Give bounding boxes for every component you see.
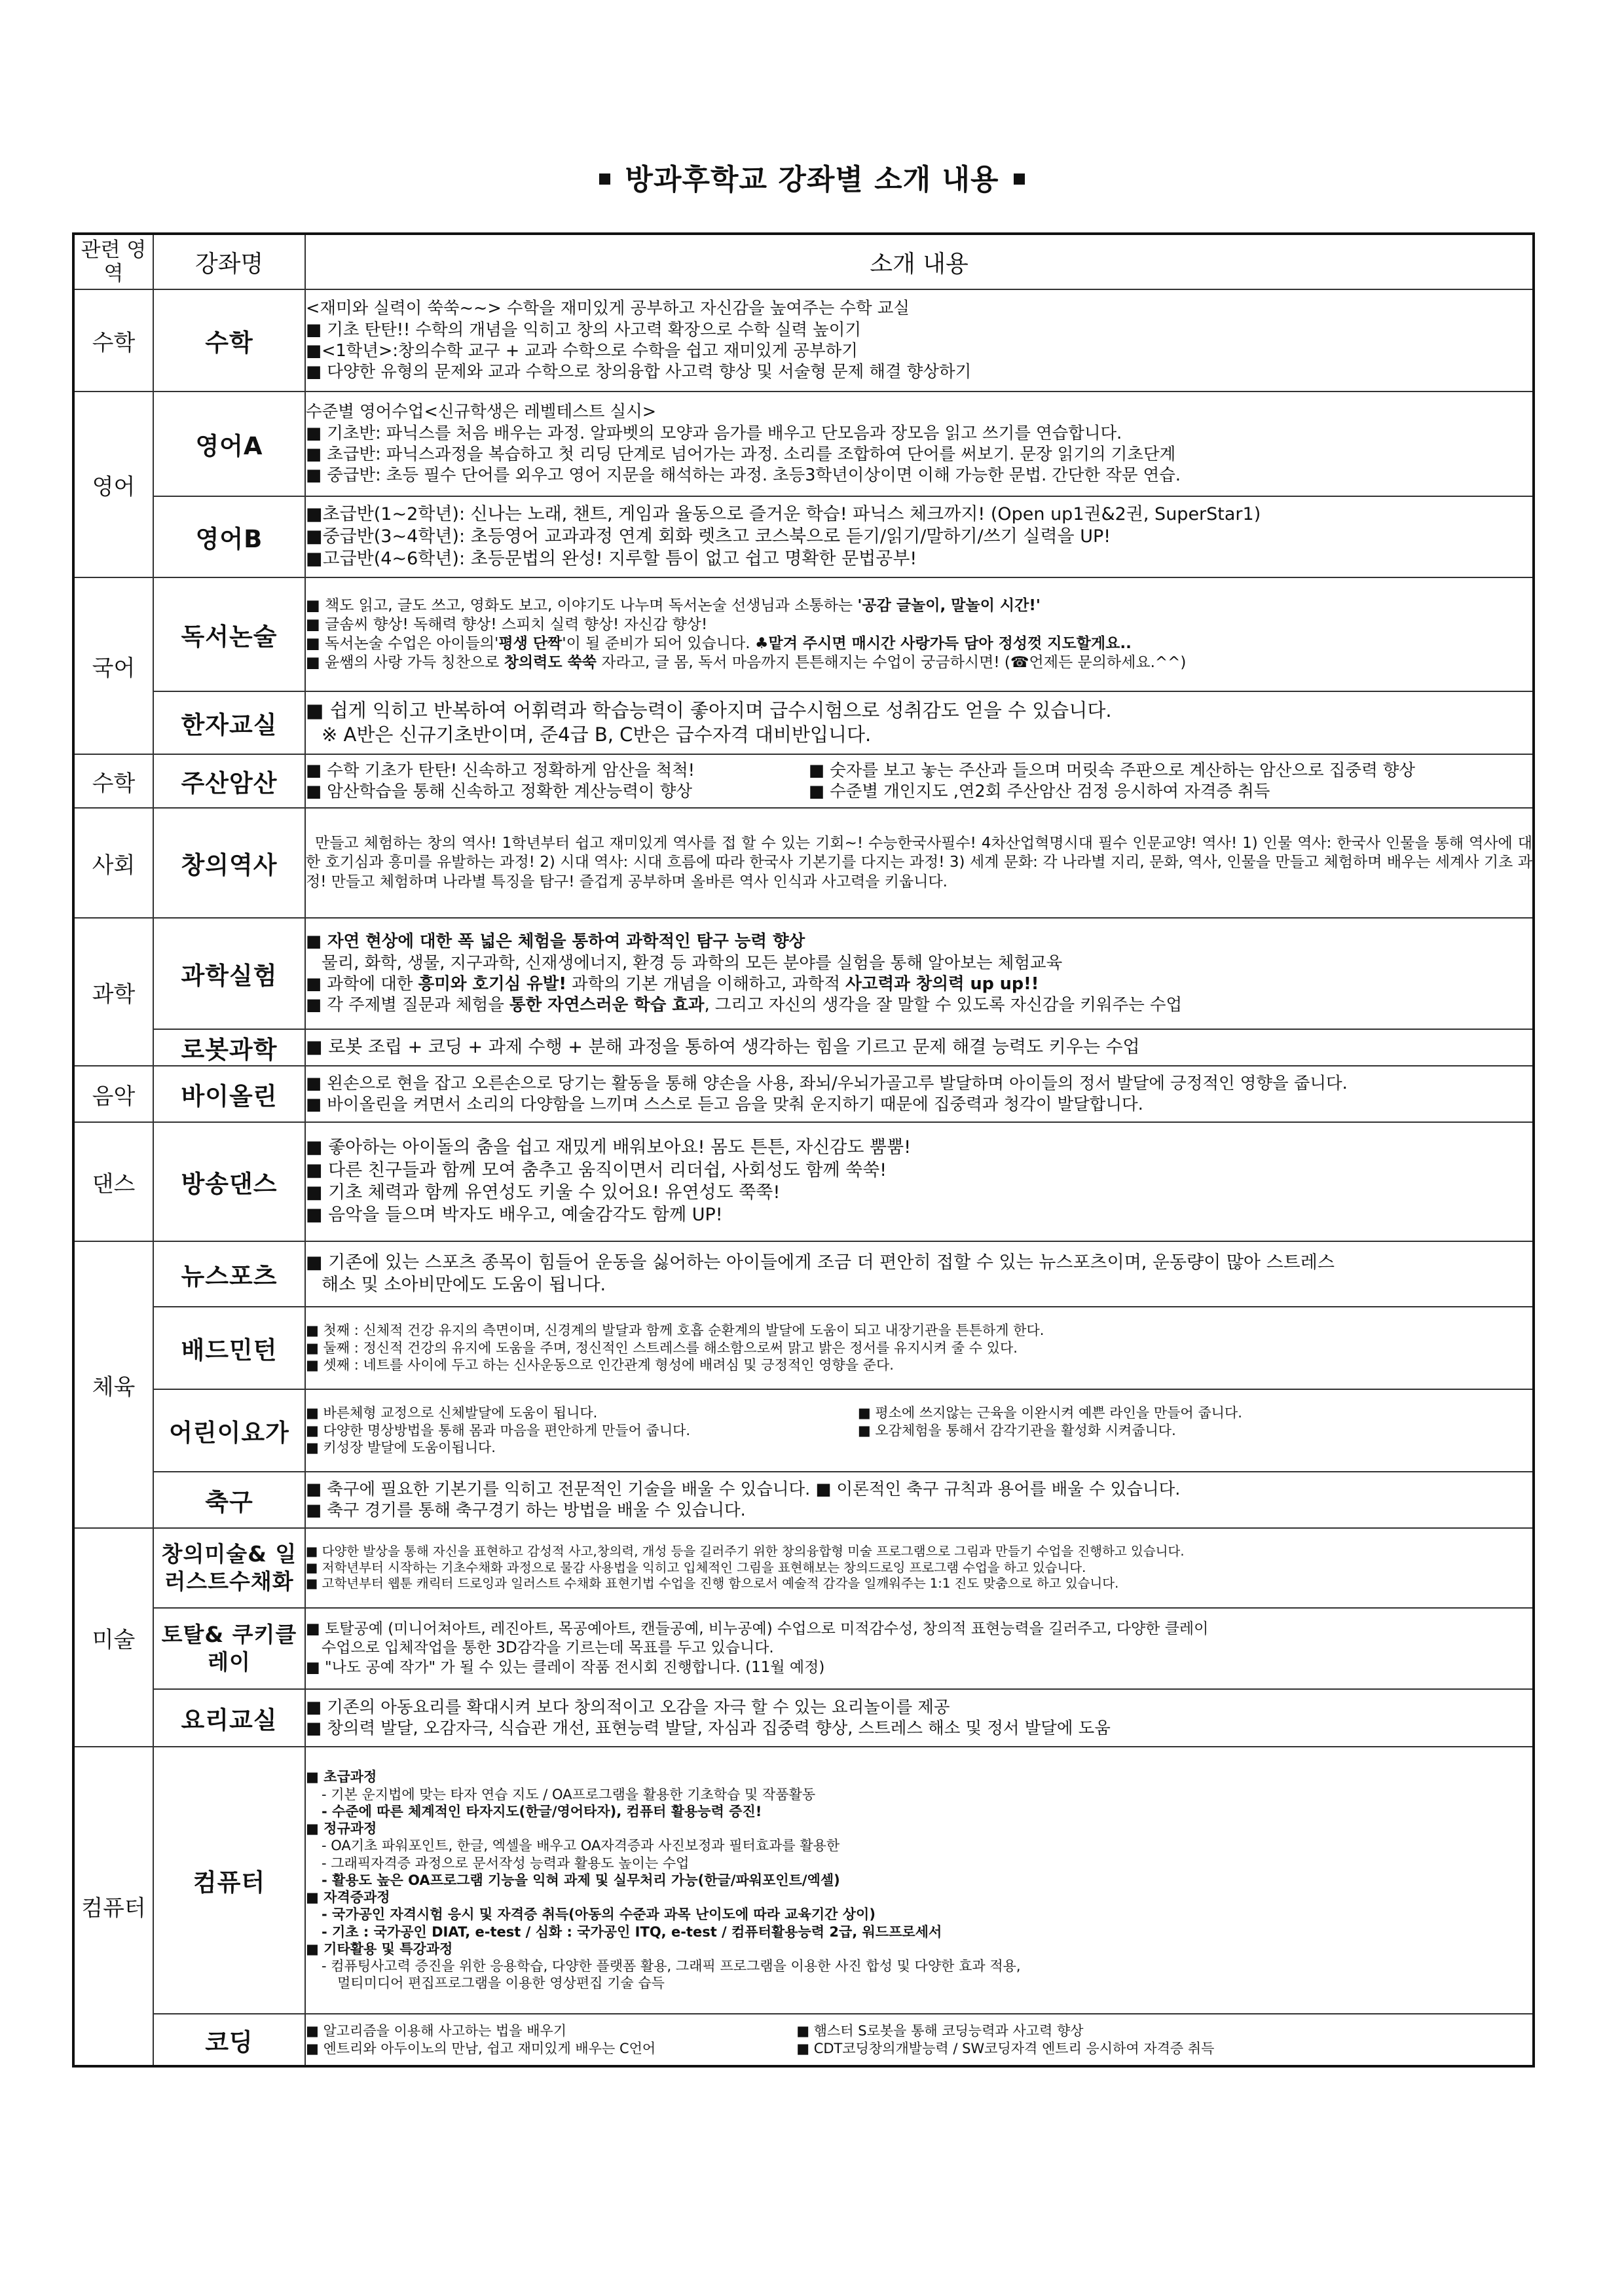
desc-line: ■고급반(4~6학년): 초등문법의 완성! 지루할 틈이 없고 쉽고 명확한 문법공부! [306,549,917,570]
desc-line: ■ 평소에 쓰지않는 근육을 이완시켜 예쁜 라인을 만들어 줍니다. [857,1405,1242,1421]
desc-text: ■ 과학에 대한 [306,974,418,994]
header-category: 관련 영역 [73,234,153,289]
desc-line: ■ 창의력 발달, 오감자극, 식습관 개선, 표현능력 발달, 자심과 집중력 향상, 스트레스 해소 및 정서 발달에 도움 [306,1719,1111,1738]
course-name: 영어B [153,496,305,577]
table-row [73,691,1534,754]
desc-line: ■ 중급반: 초등 필수 단어를 외우고 영어 지문을 해석하는 과정. 초등3학년이상이면 이해 가능한 문법. 간단한 작문 연습. [306,465,1181,486]
course-description [305,1241,1534,1307]
desc-emphasis: 사고력과 창의력 up up!! [845,974,1039,994]
desc-line: ■<1학년>:창의수학 교구 + 교과 수학으로 수학을 쉽고 재미있게 공부하기 [306,341,858,361]
desc-line: - 기초 : 국가공인 DIAT, e-test / 심화 : 국가공인 ITQ, e-test / 컴퓨터활용능력 2급, 워드프로세서 [322,1923,942,1940]
course-name: 배드민턴 [153,1307,305,1389]
desc-line: ■ 키성장 발달에 도움이됩니다. [306,1440,496,1456]
desc-line [306,615,1532,634]
course-name: 한자교실 [153,691,305,754]
course-description [305,496,1534,577]
desc-line: 수준별 영어수업<신규학생은 레벨테스트 실시> [306,402,657,422]
desc-line: ■ 기존에 있는 스포츠 종목이 힘들어 운동을 싫어하는 아이들에게 조금 더 편안히 접할 수 있는 뉴스포츠이며, 운동량이 많아 스트레스 [306,1252,1335,1273]
title-square-left [599,173,610,185]
course-name: 요리교실 [153,1689,305,1747]
desc-line: ■ 축구 경기를 통해 축구경기 하는 방법을 배울 수 있습니다. [306,1501,746,1520]
desc-line: - 기본 운지법에 맞는 타자 연습 지도 / OA프로그램을 활용한 기초학습 및 작품활동 [322,1786,816,1802]
desc-line: ■ 토탈공예 (미니어쳐아트, 레진아트, 목공예아트, 캔들공예, 비누공예) 수업으로 미적감수성, 창의적 표현능력을 길러주고, 다양한 클레이 [306,1620,1209,1638]
desc-line: 물리, 화학, 생물, 지구과학, 신재생에너지, 환경 등 과학의 모든 분야를 실험을 통해 알아보는 체험교육 [322,953,1063,973]
table-row [73,289,1534,392]
desc-line: ■ 오감체험을 통해서 감각기관을 활성화 시켜줍니다. [857,1422,1176,1438]
desc-line: ■ 셋째 : 네트를 사이에 두고 하는 신사운동으로 인간관계 형성에 배려심 및 긍정적인 영향을 준다. [306,1357,894,1374]
table-row [73,1029,1534,1066]
desc-line: ■ 축구에 필요한 기본기를 익히고 전문적인 기술을 배울 수 있습니다. ■ 이론적인 축구 규칙과 용어를 배울 수 있습니다. [306,1479,1181,1499]
desc-emphasis: 흥미와 호기심 유발! [418,974,567,994]
course-name: 뉴스포츠 [153,1241,305,1307]
desc-line: ■ 다양한 유형의 문제와 교과 수학으로 창의융합 사고력 향상 및 서술형 문제 해결 향상하기 [306,362,972,382]
category-cell: 수학 [73,754,153,808]
desc-text: 과학의 기본 개념을 이해하고, 과학적 [566,974,846,994]
desc-text: ■ 윤쌤의 사랑 가득 칭찬으로 [306,654,504,672]
course-description [305,691,1534,754]
course-name: 코딩 [153,2014,305,2066]
category-cell: 과학 [73,918,153,1066]
desc-line: 수업으로 입체작업을 통한 3D감각을 기르는데 목표를 두고 있습니다. [322,1639,774,1657]
desc-line: ■ 쉽게 익히고 반복하여 어휘력과 학습능력이 좋아지며 급수시험으로 성취감도 얻을 수 있습니다. [306,699,1112,722]
desc-line: ■ 정규과정 [306,1821,377,1837]
table-row [73,1747,1534,2014]
desc-line: ■ 기존의 아동요리를 확대시켜 보다 창의적이고 오감을 자극 할 수 있는 요리놀이를 제공 [306,1697,950,1717]
course-description [305,1608,1534,1689]
category-cell: 영어 [73,392,153,577]
table-row [73,1528,1534,1608]
table-row [73,754,1534,808]
table-row [73,918,1534,1029]
desc-line: ■ 기초 체력과 함께 유연성도 키울 수 있어요! 유연성도 쭉쭉! [306,1182,781,1203]
course-description [305,577,1534,691]
course-name: 컴퓨터 [153,1747,305,2014]
page-title [0,156,1624,198]
course-description [305,1689,1534,1747]
table-row [73,392,1534,496]
header-description: 소개 내용 [305,234,1534,289]
title-square-right [1014,173,1025,185]
desc-line: ■ 바이올린을 켜면서 소리의 다양함을 느끼며 스스로 듣고 음을 맞춰 운지하기 때문에 집중력과 청각이 발달합니다. [306,1095,1143,1114]
desc-line: - 그래픽자격증 과정으로 문서작성 능력과 활용도 높이는 수업 [322,1855,690,1871]
desc-line [306,634,1532,653]
desc-text: ■ 책도 읽고, 글도 쓰고, 영화도 보고, 이야기도 나누며 독서논술 선생님과 소통하는 [306,596,858,614]
desc-line: ■ 기초 탄탄!! 수학의 개념을 익히고 창의 사고력 확장으로 수학 실력 높이기 [306,319,862,340]
desc-line: - 국가공인 자격시험 응시 및 자격증 취득(아동의 수준과 과목 난이도에 따라 교육기간 상이) [322,1906,876,1923]
course-name: 로봇과학 [153,1029,305,1066]
course-description [305,1472,1534,1528]
table-row [73,1472,1534,1528]
table-row [73,1307,1534,1389]
table-row [73,496,1534,577]
header-course: 강좌명 [153,234,305,289]
desc-line: ■ 고학년부터 웹툰 캐릭터 드로잉과 일러스트 수채화 표현기법 수업을 진행 함으로서 예술적 감각을 일깨워주는 1:1 진도 맞춤으로 하고 있습니다. [306,1576,1119,1592]
desc-emphasis: 통한 자연스러운 학습 효과 [509,995,705,1015]
course-name: 창의미술& 일러스트수채화 [153,1528,305,1608]
course-description [305,1029,1534,1066]
category-cell: 수학 [73,289,153,392]
desc-grid [306,760,1532,803]
course-description [305,1066,1534,1122]
desc-line: 멀티미디어 편집프로그램을 이용한 영상편집 기술 습득 [337,1975,665,1992]
desc-line: ■ 다양한 명상방법을 통해 몸과 마음을 편안하게 만들어 줍니다. [306,1422,691,1438]
desc-line: ■ 왼손으로 현을 잡고 오른손으로 당기는 활동을 통해 양손을 사용, 좌뇌/우뇌가골고루 발달하며 아이들의 정서 발달에 긍정적인 영향을 줍니다. [306,1073,1348,1093]
desc-emphasis: 창의력도 쑥쑥 [504,654,597,672]
course-name: 영어A [153,392,305,496]
course-name: 과학실험 [153,918,305,1029]
course-description [305,918,1534,1029]
desc-line: ■ 로봇 조립 + 코딩 + 과제 수행 + 분해 과정을 통하여 생각하는 힘을 기르고 문제 해결 능력도 키우는 수업 [306,1036,1140,1057]
desc-line: ■ 둘째 : 정신적 건강의 유지에 도움을 주며, 정신적인 스트레스를 해소함으로써 맑고 밝은 정서를 유지시켜 줄 수 있다. [306,1339,1018,1356]
table-header-row [73,234,1534,289]
desc-line: ■ 저학년부터 시작하는 기초수채화 과정으로 물감 사용법을 익히고 입체적인 그림을 표현해보는 창의드로잉 프로그램 수업을 하고 있습니다. [306,1559,1086,1575]
desc-line: ■ 첫째 : 신체적 건강 유지의 측면이며, 신경계의 발달과 함께 호흡 순환계의 발달에 도움이 되고 내장기관을 튼튼하게 한다. [306,1322,1044,1339]
desc-line: ■ 다른 친구들과 함께 모여 춤추고 움직이면서 리더쉽, 사회성도 함께 쑥쑥! [306,1159,887,1180]
desc-line: - 컴퓨팅사고력 증진을 위한 응용학습, 다양한 플랫폼 활용, 그래픽 프로그램을 이용한 사진 합성 및 다양한 효과 적용, [322,1958,1021,1975]
desc-line: ■ CDT코딩창의개발능력 / SW코딩자격 엔트리 응시하여 자격증 취득 [796,2040,1215,2056]
table-row [73,1389,1534,1472]
table-row [73,808,1534,918]
category-cell: 사회 [73,808,153,918]
desc-grid [306,2022,1532,2057]
desc-line: ■ 초급반: 파닉스과정을 복습하고 첫 리딩 단계로 넘어가는 과정. 소리를 조합하여 단어를 써보기. 문장 읽기의 기초단계 [306,445,1176,464]
desc-line: ■ 바른체형 교정으로 신체발달에 도움이 됩니다. [306,1405,598,1421]
desc-grid [306,1404,1532,1457]
desc-line: ■ 기타활용 및 특강과정 [306,1941,453,1957]
desc-line: ■ 숫자를 보고 놓는 주산과 들으며 머릿속 주판으로 계산하는 암산으로 집중력 향상 [808,760,1416,780]
table-row [73,577,1534,691]
desc-line: - 활용도 높은 OA프로그램 기능을 익혀 과제 및 실무처리 가능(한글/파워포인트/엑셀) [322,1872,840,1888]
desc-line [306,974,1532,994]
course-name: 독서논술 [153,577,305,691]
course-description [305,2014,1534,2066]
table-row [73,1689,1534,1747]
desc-text: 자라고, 글 몸, 독서 마음까지 튼튼해지는 수업이 궁금하시면! (☎언제든 문의하세요.^^) [597,654,1187,672]
course-description [305,808,1534,918]
desc-line: <재미와 실력이 쑥쑥~~> 수학을 재미있게 공부하고 자신감을 높여주는 수학 교실 [306,299,910,319]
desc-line: ■ 다양한 발상을 통해 자신을 표현하고 감성적 사고,창의력, 개성 등을 길러주기 위한 창의융합형 미술 프로그램으로 그림과 만들기 수업을 진행하고 있습니다. [306,1543,1185,1559]
desc-text: ■ 글솜씨 향상! 독해력 향상! 스피치 실력 향상! 자신감 향상! [306,615,708,633]
course-description [305,392,1534,496]
course-name: 주산암산 [153,754,305,808]
course-description [305,1747,1534,2014]
table-row [73,1241,1534,1307]
desc-paragraph: 만들고 체험하는 창의 역사! 1학년부터 쉽고 재미있게 역사를 접 할 수 있는 기회~! 수능한국사필수! 4차산업혁명시대 필수 인문교양! 역사! 1) 인물 역사: 한국사 인물을 통해 역사에 대한 호기심과 흥미를 유발하는 과정! 2) 시대 역사: 시대 흐름에 따라 한국사 기본기를 다지는 과정! 3) 세계 문화: 각 나라별 지리, 문화, 역사, 인물을 만들고 체험하며 배우는 세계사 기초 과정! 만들고 체험하며 나라별 특징을 탐구! 즐겁게 공부하며 올바른 역사 인식과 사고력을 키웁니다. [306,835,1532,890]
desc-line: ■초급반(1~2학년): 신나는 노래, 챈트, 게임과 율동으로 즐거운 학습! 파닉스 체크까지! (Open up1권&2권, SuperStar1) [306,503,1261,524]
desc-line: ■중급반(3~4학년): 초등영어 교과과정 연계 회화 렛츠고 코스북으로 듣기/읽기/말하기/쓰기 실력을 UP! [306,526,1111,547]
desc-line: ■ 기초반: 파닉스를 처음 배우는 과정. 알파벳의 모양과 음가를 배우고 단모음과 장모음 읽고 쓰기를 연습합니다. [306,423,1122,443]
category-cell: 컴퓨터 [73,1747,153,2066]
category-cell: 댄스 [73,1122,153,1241]
desc-line: ■ 알고리즘을 이용해 사고하는 법을 배우기 [306,2022,567,2039]
table-row [73,2014,1534,2066]
course-description [305,1528,1534,1608]
course-name: 어린이요가 [153,1389,305,1472]
course-description [305,1389,1534,1472]
desc-line: ■ "나도 공예 작가" 가 될 수 있는 클레이 작품 전시회 진행합니다. (11월 예정) [306,1658,825,1676]
desc-line: ■ 엔트리와 아두이노의 만남, 쉽고 재미있게 배우는 C언어 [306,2040,656,2056]
desc-line: - 수준에 따른 체계적인 타자지도(한글/영어타자), 컴퓨터 활용능력 증진! [322,1803,762,1819]
title-text: 방과후학교 강좌별 소개 내용 [625,163,999,196]
course-description [305,1307,1534,1389]
course-name: 수학 [153,289,305,392]
category-cell: 음악 [73,1066,153,1122]
desc-line: ■ 자연 현상에 대한 폭 넓은 체험을 통하여 과학적인 탐구 능력 향상 [306,932,805,952]
desc-text: ■ 각 주제별 질문과 체험을 [306,995,509,1015]
course-name: 창의역사 [153,808,305,918]
desc-text: ■ 독서논술 수업은 아이들의' [306,635,499,652]
desc-line [306,653,1532,672]
course-name: 바이올린 [153,1066,305,1122]
course-description [305,754,1534,808]
desc-line: ■ 수준별 개인지도 ,연2회 주산암산 검정 응시하여 자격증 취득 [808,782,1270,801]
desc-line [306,994,1532,1015]
desc-line: ■ 음악을 들으며 박자도 배우고, 예술감각도 함께 UP! [306,1205,723,1226]
desc-line: ■ 수학 기초가 탄탄! 신속하고 정확하게 암산을 척척! [306,760,695,780]
course-description [305,1122,1534,1241]
desc-line: ※ A반은 신규기초반이며, 준4급 B, C반은 급수자격 대비반입니다. [322,723,872,746]
table-row [73,1122,1534,1241]
desc-text: , 그리고 자신의 생각을 잘 말할 수 있도록 자신감을 키워주는 수업 [704,995,1183,1015]
desc-line: ■ 자격증과정 [306,1889,390,1906]
course-table [72,232,1535,2068]
course-name: 토탈& 쿠키클레이 [153,1608,305,1689]
desc-line: ■ 햄스터 S로봇을 통해 코딩능력과 사고력 향상 [796,2022,1084,2039]
desc-line: 해소 및 소아비만에도 도움이 됩니다. [322,1275,606,1295]
desc-emphasis: '공감 글놀이, 말놀이 시간!' [857,596,1041,614]
table-row [73,1066,1534,1122]
category-cell: 미술 [73,1528,153,1747]
category-cell: 체육 [73,1241,153,1528]
desc-line: ■ 초급과정 [306,1769,377,1785]
course-name: 축구 [153,1472,305,1528]
desc-emphasis: ♣맡겨 주시면 매시간 사랑가득 담아 정성껏 지도할게요.. [754,635,1132,652]
desc-line: ■ 암산학습을 통해 신속하고 정확한 계산능력이 향상 [306,782,693,801]
course-description [305,289,1534,392]
desc-line [306,596,1532,615]
course-name: 방송댄스 [153,1122,305,1241]
desc-emphasis: 평생 단짝 [498,635,563,652]
category-cell: 국어 [73,577,153,754]
desc-line: ■ 좋아하는 아이돌의 춤을 쉽고 재밌게 배워보아요! 몸도 튼튼, 자신감도 뿜뿜! [306,1137,912,1158]
desc-text: '이 될 준비가 되어 있습니다. [562,635,755,652]
table-row [73,1608,1534,1689]
desc-line: - OA기초 파워포인트, 한글, 엑셀을 배우고 OA자격증과 사진보정과 필터효과를 활용한 [322,1838,840,1854]
